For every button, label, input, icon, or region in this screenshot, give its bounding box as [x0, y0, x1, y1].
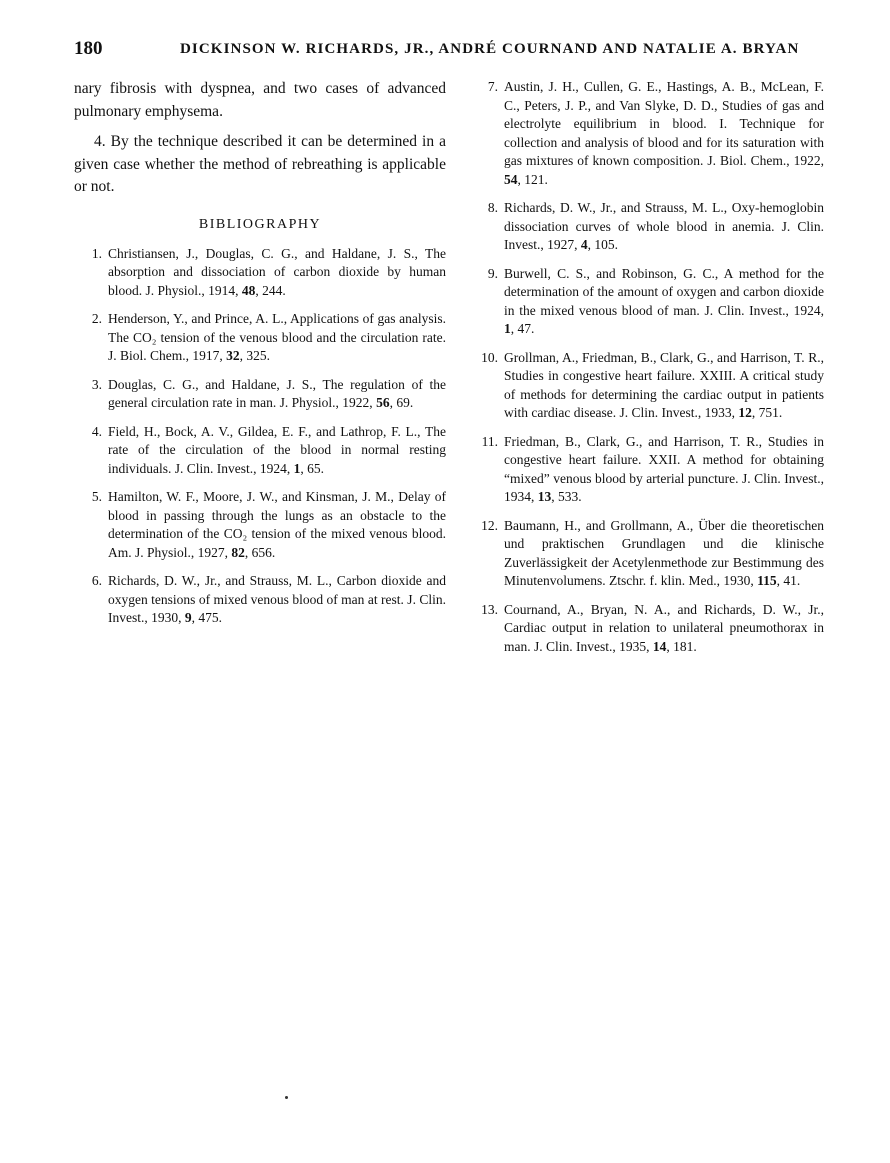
- reference-number: 11 .: [470, 433, 498, 452]
- reference-text: Field, H., Bock, A. V., Gildea, E. F., and Lathrop, F. L., The rate of the circulation of the blood in normal resting individuals. J. Clin. Invest., 1924,: [108, 423, 446, 476]
- reference-pages: , 533.: [551, 489, 582, 504]
- reference-text: Richards, D. W., Jr., and Strauss, M. L., Oxy-hemoglobin dissociation curves of whole blood in anemia. J. Clin. Invest., 1927,: [504, 200, 824, 252]
- reference-pages: , 65.: [300, 460, 324, 476]
- page-number: 180: [74, 38, 103, 59]
- reference-number: 4 .: [74, 423, 102, 442]
- reference-volume: 13: [537, 489, 552, 504]
- reference-item: [470, 433, 824, 507]
- reference-list-left: [74, 245, 446, 628]
- reference-text: Henderson, Y., and Prince, A. L., Applications of gas analysis. The CO₂ tension of the venous blood and the circulation rate. J. Biol. Chem., 1917,: [108, 311, 446, 363]
- reference-number: 1 .: [74, 245, 102, 264]
- reference-pages: , 475.: [191, 610, 222, 625]
- reference-number: 7 .: [470, 78, 498, 97]
- reference-number: 5 .: [74, 488, 102, 507]
- reference-text: Cournand, A., Bryan, N. A., and Richards, D. W., Jr., Cardiac output in relation to unilateral pneumothorax in man. J. Clin. Invest., 1935,: [504, 601, 824, 654]
- reference-pages: , 41.: [776, 573, 801, 588]
- reference-text: Hamilton, W. F., Moore, J. W., and Kinsman, J. M., Delay of blood in passing through the lungs as an obstacle to the determination of the CO₂ tension of the mixed venous blood. Am. J. Physiol., 1927,: [108, 489, 446, 560]
- reference-item: [470, 517, 824, 591]
- page-header: [74, 38, 824, 68]
- reference-text: Friedman, B., Clark, G., and Harrison, T. R., Studies in congestive heart failure. XXII. A method for obtaining “mixed” venous blood by arterial puncture. J. Clin. Invest., 1934,: [504, 433, 824, 504]
- reference-item: [74, 245, 446, 301]
- reference-volume: 115: [757, 573, 777, 588]
- reference-number: 2 .: [74, 310, 102, 329]
- reference-pages: , 325.: [239, 348, 271, 363]
- reference-number: 12 .: [470, 517, 498, 536]
- reference-number: 3 .: [74, 376, 102, 395]
- reference-volume: 12: [738, 405, 752, 420]
- reference-number: 6 .: [74, 572, 102, 591]
- reference-item: [74, 572, 446, 628]
- reference-item: [470, 265, 824, 339]
- conclusion-point-4: 4. By the technique described it can be determined in a given case whether the method of rebreathing is applicable or not.: [74, 133, 446, 195]
- bibliography-heading: BIBLIOGRAPHY: [198, 216, 322, 232]
- reference-text: Grollman, A., Friedman, B., Clark, G., and Harrison, T. R., Studies in congestive heart failure. XXIII. A critical study of methods for determining the cardiac output in patients with cardiac disease. J. Clin. Invest., 1933,: [504, 349, 824, 420]
- reference-volume: 1: [293, 460, 301, 476]
- reference-pages: , 244.: [255, 282, 286, 298]
- reference-volume: 48: [241, 282, 256, 298]
- reference-pages: , 69.: [389, 395, 414, 410]
- reference-volume: 1: [504, 321, 511, 336]
- reference-item: [74, 310, 446, 366]
- reference-volume: 32: [226, 348, 240, 363]
- reference-text: Baumann, H., and Grollmann, A., Über die theoretischen und praktischen Grundlagen und die klinische Zuverlässigkeit der Acetylenmethode zur Bestimmung des Minutenvolumens. Ztschr. f. klin. Med., 1930,: [504, 517, 824, 588]
- reference-pages: , 181.: [666, 638, 697, 654]
- reference-volume: 9: [184, 610, 192, 625]
- reference-volume: 14: [652, 638, 667, 654]
- reference-item: [470, 601, 824, 657]
- reference-volume: 56: [376, 395, 390, 410]
- reference-item: [74, 488, 446, 562]
- reference-number: 13 .: [470, 601, 498, 620]
- reference-number: 9 .: [470, 265, 498, 284]
- reference-volume: 54: [504, 171, 518, 187]
- reference-text: Austin, J. H., Cullen, G. E., Hastings, A. B., McLean, F. C., Peters, J. P., and Van Slyke, D. D., Studies of gas and electrolyte equilibrium in blood. I. Technique for collection and analysis of blood and for its saturation with gas mixtures of known composition. J. Biol. Chem., 1922,: [504, 79, 824, 168]
- reference-number: 10 .: [470, 349, 498, 368]
- reference-text: Burwell, C. S., and Robinson, G. C., A method for the determination of the amount of oxygen and carbon dioxide in the mixed venous blood of man. J. Clin. Invest., 1924,: [504, 265, 824, 318]
- reference-text: Douglas, C. G., and Haldane, J. S., The regulation of the general circulation rate in man. J. Physiol., 1922,: [108, 376, 446, 410]
- reference-item: [470, 199, 824, 255]
- running-head: DICKINSON W. RICHARDS, JR., ANDRÉ COURNAND AND NATALIE A. BRYAN: [180, 41, 800, 57]
- reference-pages: , 121.: [517, 171, 548, 187]
- reference-pages: , 751.: [751, 405, 783, 420]
- continuation-paragraph: nary fibrosis with dyspnea, and two cases of advanced pulmonary emphysema.: [74, 80, 446, 120]
- reference-pages: , 47.: [510, 321, 535, 336]
- reference-item: [470, 78, 824, 189]
- reference-pages: , 656.: [244, 544, 276, 560]
- stray-dot: [285, 1096, 288, 1099]
- reference-item: [470, 349, 824, 423]
- reference-pages: , 105.: [587, 237, 618, 252]
- reference-volume: 4: [580, 237, 588, 252]
- left-column: [74, 78, 446, 638]
- reference-item: [74, 423, 446, 479]
- right-column: [470, 78, 824, 666]
- reference-text: Richards, D. W., Jr., and Strauss, M. L., Carbon dioxide and oxygen tensions of mixed venous blood of man at rest. J. Clin. Invest., 1930,: [108, 573, 446, 625]
- reference-item: [74, 376, 446, 413]
- reference-list-right: [470, 78, 824, 656]
- reference-volume: 82: [231, 544, 245, 560]
- reference-text: Christiansen, J., Douglas, C. G., and Haldane, J. S., The absorption and dissociation of carbon dioxide by human blood. J. Physiol., 1914,: [108, 245, 446, 298]
- reference-number: 8 .: [470, 199, 498, 218]
